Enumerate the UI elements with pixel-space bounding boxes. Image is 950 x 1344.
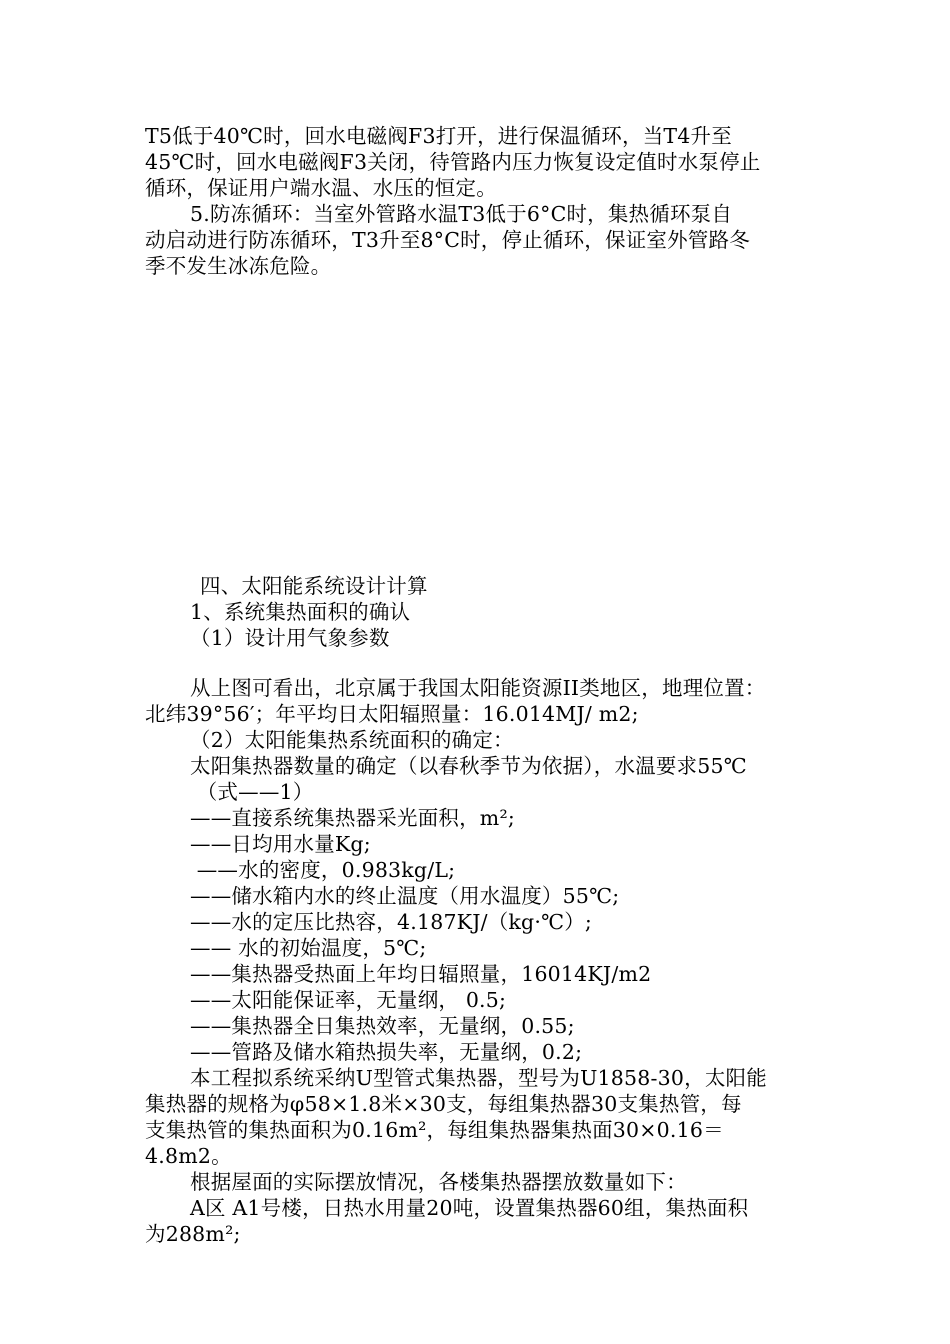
paragraph-line: A区 A1号楼，日热水用量20吨，设置集热器60组，集热面积 [190, 1196, 749, 1220]
paragraph-line: 北纬39°56′；年平均日太阳辐照量：16.014MJ/ m2; [145, 702, 639, 726]
paragraph-line: 4.8m2。 [145, 1144, 232, 1168]
subsection-heading: （1）设计用气象参数 [190, 626, 390, 650]
paragraph-line: 支集热管的集热面积为0.16m²，每组集热器集热面30×0.16＝ [145, 1118, 724, 1142]
section-heading: 四、太阳能系统设计计算 [200, 574, 428, 598]
paragraph-line: 动启动进行防冻循环，T3升至8°C时，停止循环，保证室外管路冬 [145, 228, 750, 252]
paragraph-line: 循环，保证用户端水温、水压的恒定。 [145, 176, 497, 200]
variable-definition: ——直接系统集热器采光面积，m²; [190, 806, 515, 830]
paragraph-line: 从上图可看出，北京属于我国太阳能资源II类地区，地理位置： [190, 676, 766, 700]
paragraph-line: 本工程拟系统采纳U型管式集热器，型号为U1858-30，太阳能 [190, 1066, 767, 1090]
subsection-heading: （2）太阳能集热系统面积的确定： [190, 728, 514, 752]
paragraph-line: 为288m²; [145, 1222, 241, 1246]
formula-label: （式——1） [190, 780, 314, 804]
variable-definition: ——储水箱内水的终止温度（用水温度）55℃; [190, 884, 620, 908]
variable-definition: ——水的定压比热容，4.187KJ/（kg·℃）; [190, 910, 593, 934]
subsection-heading: 1、系统集热面积的确认 [190, 600, 411, 624]
variable-definition: —— 水的初始温度，5℃; [190, 936, 427, 960]
variable-definition: ——集热器受热面上年均日辐照量，16014KJ/m2 [190, 962, 652, 986]
variable-definition: ——日均用水量Kg; [190, 832, 371, 856]
paragraph-line: 太阳集热器数量的确定（以春秋季节为依据），水温要求55℃ [190, 754, 747, 778]
paragraph-line: T5低于40℃时，回水电磁阀F3打开，进行保温循环，当T4升至 [145, 124, 732, 148]
paragraph-line: 季不发生冰冻危险。 [145, 254, 332, 278]
variable-definition: ——集热器全日集热效率，无量纲，0.55; [190, 1014, 575, 1038]
variable-definition: ——太阳能保证率，无量纲， 0.5; [190, 988, 507, 1012]
variable-definition: ——水的密度，0.983kg/L; [190, 858, 456, 882]
paragraph-line: 45℃时，回水电磁阀F3关闭，待管路内压力恢复设定值时水泵停止 [145, 150, 761, 174]
paragraph-line: 集热器的规格为φ58×1.8米×30支，每组集热器30支集热管，每 [145, 1092, 742, 1116]
variable-definition: ——管路及储水箱热损失率，无量纲，0.2; [190, 1040, 583, 1064]
paragraph-line: 根据屋面的实际摆放情况，各楼集热器摆放数量如下： [190, 1170, 687, 1194]
paragraph-line: 5.防冻循环：当室外管路水温T3低于6°C时，集热循环泵自 [190, 202, 733, 226]
